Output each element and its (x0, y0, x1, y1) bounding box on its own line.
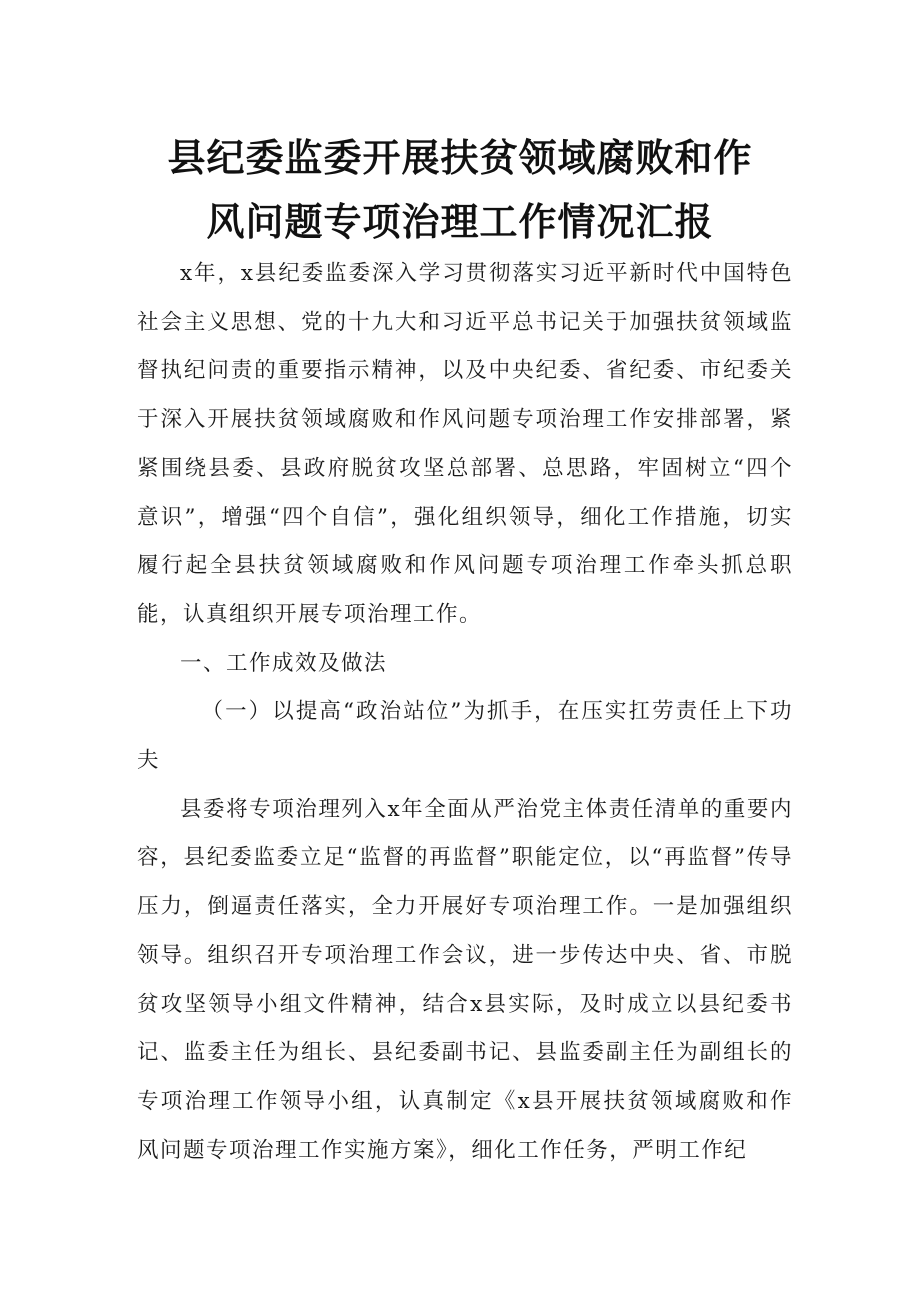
document-title (0, 126, 920, 254)
title-line-1: 县纪委监委开展扶贫领域腐败和作 (167, 136, 753, 180)
subsection-heading-1: （一）以提高“政治站位”为抓手，在压实扛劳责任上下功夫 (137, 699, 793, 774)
intro-paragraph: x年，x县纪委监委深入学习贯彻落实习近平新时代中国特色社会主义思想、党的十九大和习近平总书记关于加强扶贫领域监督执纪问责的重要指示精神，以及中央纪委、省纪委、市纪委关于深入开展扶贫领域腐败和作风问题专项治理工作安排部署，紧紧围绕县委、县政府脱贫攻坚总部署、总思路，牢固树立“四个意识”，增强“四个自信”，强化组织领导，细化工作措施，切实履行起全县扶贫领域腐败和作风问题专项治理工作牵头抓总职能，认真组织开展专项治理工作。 (137, 261, 793, 627)
section-heading-1: 一、工作成效及做法 (180, 650, 388, 676)
subsection-paragraph-1: 县委将专项治理列入x年全面从严治党主体责任清单的重要内容，县纪委监委立足“监督的再监督”职能定位，以“再监督”传导压力，倒逼责任落实，全力开展好专项治理工作。一是加强组织领导。组织召开专项治理工作会议，进一步传达中央、省、市脱贫攻坚领导小组文件精神，结合x县实际，及时成立以县纪委书记、监委主任为组长、县纪委副书记、县监委副主任为副组长的专项治理工作领导小组，认真制定《x县开展扶贫领域腐败和作风问题专项治理工作实施方案》，细化工作任务，严明工作纪 (137, 796, 793, 1163)
title-line-2: 风问题专项治理工作情况汇报 (206, 200, 714, 244)
document-body (137, 250, 793, 1175)
